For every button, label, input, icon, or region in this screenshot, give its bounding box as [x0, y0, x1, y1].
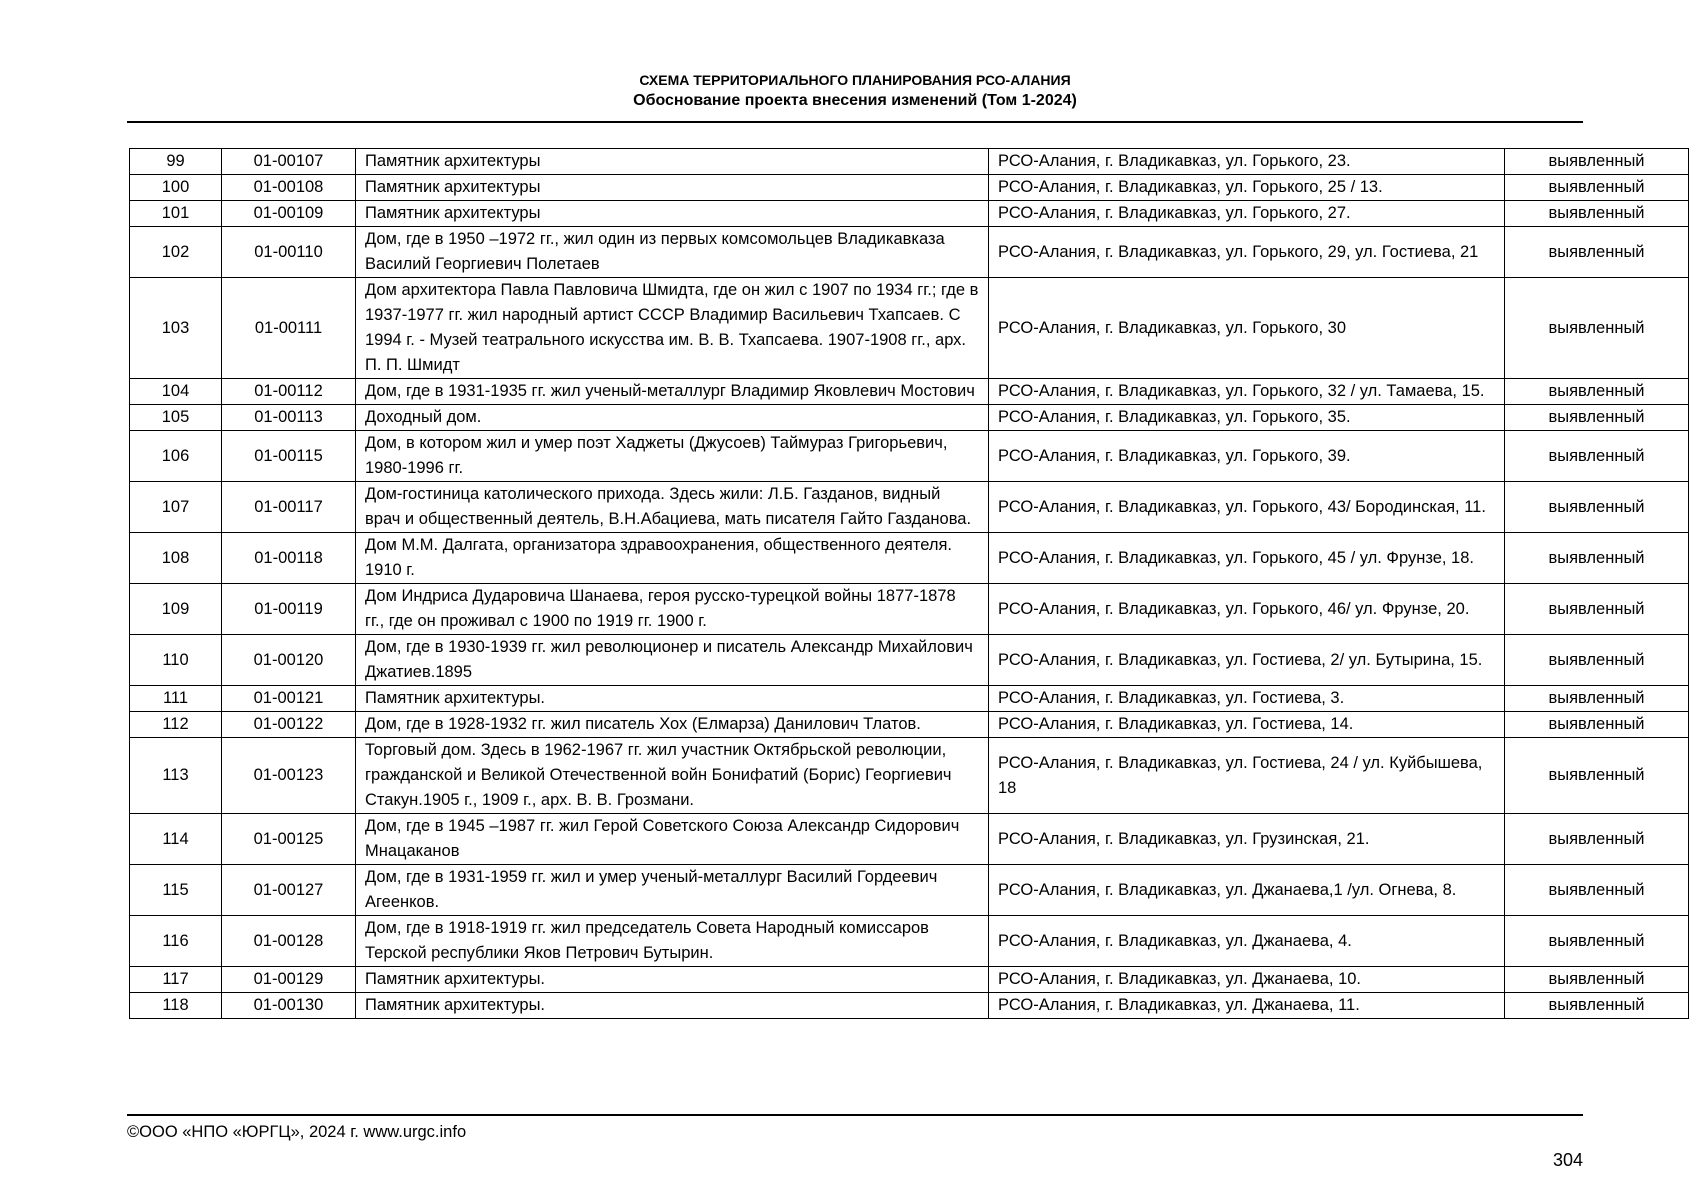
registry-code-cell: 01-00127 — [222, 865, 356, 916]
status-cell: выявленный — [1505, 814, 1689, 865]
table-row — [130, 149, 1689, 175]
object-description-cell: Дом, в котором жил и умер поэт Хаджеты (Джусоев) Таймураз Григорьевич, 1980-1996 гг. — [356, 431, 989, 482]
document-subtitle: Обоснование проекта внесения изменений (Том 1-2024) — [633, 92, 1077, 109]
page-header — [127, 70, 1583, 112]
row-number-cell: 103 — [130, 278, 222, 379]
status-cell: выявленный — [1505, 482, 1689, 533]
status-cell: выявленный — [1505, 201, 1689, 227]
registry-code-cell: 01-00122 — [222, 712, 356, 738]
table-row — [130, 278, 1689, 379]
address-cell: РСО-Алания, г. Владикавказ, ул. Горького, 46/ ул. Фрунзе, 20. — [989, 584, 1505, 635]
table-row — [130, 635, 1689, 686]
object-description-cell: Дом-гостиница католического прихода. Здесь жили: Л.Б. Газданов, видный врач и общественный деятель, В.Н.Абациева, мать писателя Гайто Газданова. — [356, 482, 989, 533]
row-number-cell: 112 — [130, 712, 222, 738]
status-cell: выявленный — [1505, 635, 1689, 686]
table-row — [130, 482, 1689, 533]
status-cell: выявленный — [1505, 916, 1689, 967]
registry-code-cell: 01-00111 — [222, 278, 356, 379]
table-row — [130, 584, 1689, 635]
row-number-cell: 110 — [130, 635, 222, 686]
registry-code-cell: 01-00112 — [222, 379, 356, 405]
object-description-cell: Памятник архитектуры — [356, 201, 989, 227]
status-cell: выявленный — [1505, 278, 1689, 379]
table-row — [130, 865, 1689, 916]
address-cell: РСО-Алания, г. Владикавказ, ул. Горького, 27. — [989, 201, 1505, 227]
row-number-cell: 104 — [130, 379, 222, 405]
object-description-cell: Памятник архитектуры. — [356, 686, 989, 712]
status-cell: выявленный — [1505, 431, 1689, 482]
registry-code-cell: 01-00109 — [222, 201, 356, 227]
address-cell: РСО-Алания, г. Владикавказ, ул. Джанаева,1 /ул. Огнева, 8. — [989, 865, 1505, 916]
object-description-cell: Дом, где в 1931-1959 гг. жил и умер ученый-металлург Василий Гордеевич Агеенков. — [356, 865, 989, 916]
table-row — [130, 405, 1689, 431]
object-description-cell: Дом архитектора Павла Павловича Шмидта, где он жил с 1907 по 1934 гг.; где в 1937-1977 гг. жил народный артист СССР Владимир Васильевич Тхапсаев. С 1994 г. - Музей театрального искусства им. В. В. Тхапсаева. 1907-1908 гг., арх. П. П. Шмидт — [356, 278, 989, 379]
footer-copyright: ©ООО «НПО «ЮРГЦ», 2024 г. www.urgc.info — [127, 1123, 467, 1141]
table-row — [130, 686, 1689, 712]
footer-divider — [127, 1114, 1583, 1116]
registry-code-cell: 01-00107 — [222, 149, 356, 175]
registry-code-cell: 01-00120 — [222, 635, 356, 686]
table-row — [130, 175, 1689, 201]
row-number-cell: 108 — [130, 533, 222, 584]
address-cell: РСО-Алания, г. Владикавказ, ул. Джанаева, 10. — [989, 967, 1505, 993]
address-cell: РСО-Алания, г. Владикавказ, ул. Гостиева, 3. — [989, 686, 1505, 712]
object-description-cell: Дом, где в 1918-1919 гг. жил председатель Совета Народный комиссаров Терской республики Яков Петрович Бутырин. — [356, 916, 989, 967]
registry-code-cell: 01-00130 — [222, 993, 356, 1019]
row-number-cell: 107 — [130, 482, 222, 533]
status-cell: выявленный — [1505, 533, 1689, 584]
row-number-cell: 100 — [130, 175, 222, 201]
table-row — [130, 227, 1689, 278]
registry-code-cell: 01-00115 — [222, 431, 356, 482]
status-cell: выявленный — [1505, 149, 1689, 175]
registry-code-cell: 01-00129 — [222, 967, 356, 993]
object-description-cell: Памятник архитектуры. — [356, 993, 989, 1019]
table-row — [130, 431, 1689, 482]
registry-code-cell: 01-00110 — [222, 227, 356, 278]
status-cell: выявленный — [1505, 405, 1689, 431]
registry-code-cell: 01-00123 — [222, 738, 356, 814]
address-cell: РСО-Алания, г. Владикавказ, ул. Гостиева, 24 / ул. Куйбышева, 18 — [989, 738, 1505, 814]
object-description-cell: Торговый дом. Здесь в 1962-1967 гг. жил участник Октябрьской революции, гражданской и Великой Отечественной войн Бонифатий (Борис) Георгиевич Стакун.1905 г., 1909 г., арх. В. В. Грозмани. — [356, 738, 989, 814]
document-title: СХЕМА ТЕРРИТОРИАЛЬНОГО ПЛАНИРОВАНИЯ РСО-АЛАНИЯ — [639, 72, 1071, 88]
address-cell: РСО-Алания, г. Владикавказ, ул. Горького, 25 / 13. — [989, 175, 1505, 201]
object-description-cell: Дом, где в 1945 –1987 гг. жил Герой Советского Союза Александр Сидорович Мнацаканов — [356, 814, 989, 865]
registry-code-cell: 01-00117 — [222, 482, 356, 533]
table-row — [130, 916, 1689, 967]
object-description-cell: Памятник архитектуры — [356, 175, 989, 201]
address-cell: РСО-Алания, г. Владикавказ, ул. Горького, 45 / ул. Фрунзе, 18. — [989, 533, 1505, 584]
address-cell: РСО-Алания, г. Владикавказ, ул. Грузинская, 21. — [989, 814, 1505, 865]
table-row — [130, 379, 1689, 405]
object-description-cell: Памятник архитектуры — [356, 149, 989, 175]
row-number-cell: 109 — [130, 584, 222, 635]
registry-code-cell: 01-00125 — [222, 814, 356, 865]
status-cell: выявленный — [1505, 379, 1689, 405]
object-description-cell: Дом, где в 1930-1939 гг. жил революционер и писатель Александр Михайлович Джатиев.1895 — [356, 635, 989, 686]
row-number-cell: 101 — [130, 201, 222, 227]
table-row — [130, 533, 1689, 584]
status-cell: выявленный — [1505, 865, 1689, 916]
registry-code-cell: 01-00118 — [222, 533, 356, 584]
table-row — [130, 738, 1689, 814]
table-row — [130, 712, 1689, 738]
table-body — [130, 149, 1689, 1019]
table-row — [130, 993, 1689, 1019]
address-cell: РСО-Алания, г. Владикавказ, ул. Гостиева, 14. — [989, 712, 1505, 738]
object-description-cell: Дом, где в 1928-1932 гг. жил писатель Хох (Елмарза) Данилович Тлатов. — [356, 712, 989, 738]
object-description-cell: Доходный дом. — [356, 405, 989, 431]
row-number-cell: 113 — [130, 738, 222, 814]
address-cell: РСО-Алания, г. Владикавказ, ул. Горького, 23. — [989, 149, 1505, 175]
status-cell: выявленный — [1505, 227, 1689, 278]
row-number-cell: 111 — [130, 686, 222, 712]
address-cell: РСО-Алания, г. Владикавказ, ул. Горького, 39. — [989, 431, 1505, 482]
table-row — [130, 967, 1689, 993]
address-cell: РСО-Алания, г. Владикавказ, ул. Горького, 29, ул. Гостиева, 21 — [989, 227, 1505, 278]
row-number-cell: 115 — [130, 865, 222, 916]
heritage-register-table — [129, 148, 1689, 1019]
status-cell: выявленный — [1505, 175, 1689, 201]
address-cell: РСО-Алания, г. Владикавказ, ул. Горького, 35. — [989, 405, 1505, 431]
status-cell: выявленный — [1505, 712, 1689, 738]
status-cell: выявленный — [1505, 967, 1689, 993]
table-row — [130, 201, 1689, 227]
address-cell: РСО-Алания, г. Владикавказ, ул. Горького, 43/ Бородинская, 11. — [989, 482, 1505, 533]
object-description-cell: Дом, где в 1931-1935 гг. жил ученый-металлург Владимир Яковлевич Мостович — [356, 379, 989, 405]
address-cell: РСО-Алания, г. Владикавказ, ул. Горького, 32 / ул. Тамаева, 15. — [989, 379, 1505, 405]
object-description-cell: Дом М.М. Далгата, организатора здравоохранения, общественного деятеля. 1910 г. — [356, 533, 989, 584]
status-cell: выявленный — [1505, 993, 1689, 1019]
table-row — [130, 814, 1689, 865]
object-description-cell: Дом, где в 1950 –1972 гг., жил один из первых комсомольцев Владикавказа Василий Георгиевич Полетаев — [356, 227, 989, 278]
row-number-cell: 116 — [130, 916, 222, 967]
row-number-cell: 118 — [130, 993, 222, 1019]
registry-code-cell: 01-00121 — [222, 686, 356, 712]
status-cell: выявленный — [1505, 738, 1689, 814]
address-cell: РСО-Алания, г. Владикавказ, ул. Джанаева, 11. — [989, 993, 1505, 1019]
header-divider — [127, 121, 1583, 123]
registry-code-cell: 01-00128 — [222, 916, 356, 967]
status-cell: выявленный — [1505, 686, 1689, 712]
object-description-cell: Памятник архитектуры. — [356, 967, 989, 993]
status-cell: выявленный — [1505, 584, 1689, 635]
row-number-cell: 114 — [130, 814, 222, 865]
row-number-cell: 102 — [130, 227, 222, 278]
row-number-cell: 117 — [130, 967, 222, 993]
address-cell: РСО-Алания, г. Владикавказ, ул. Джанаева, 4. — [989, 916, 1505, 967]
row-number-cell: 105 — [130, 405, 222, 431]
address-cell: РСО-Алания, г. Владикавказ, ул. Горького, 30 — [989, 278, 1505, 379]
registry-code-cell: 01-00119 — [222, 584, 356, 635]
page-number: 304 — [1552, 1150, 1583, 1170]
row-number-cell: 106 — [130, 431, 222, 482]
address-cell: РСО-Алания, г. Владикавказ, ул. Гостиева, 2/ ул. Бутырина, 15. — [989, 635, 1505, 686]
registry-code-cell: 01-00108 — [222, 175, 356, 201]
row-number-cell: 99 — [130, 149, 222, 175]
object-description-cell: Дом Индриса Дударовича Шанаева, героя русско-турецкой войны 1877-1878 гг., где он проживал с 1900 по 1919 гг. 1900 г. — [356, 584, 989, 635]
registry-code-cell: 01-00113 — [222, 405, 356, 431]
